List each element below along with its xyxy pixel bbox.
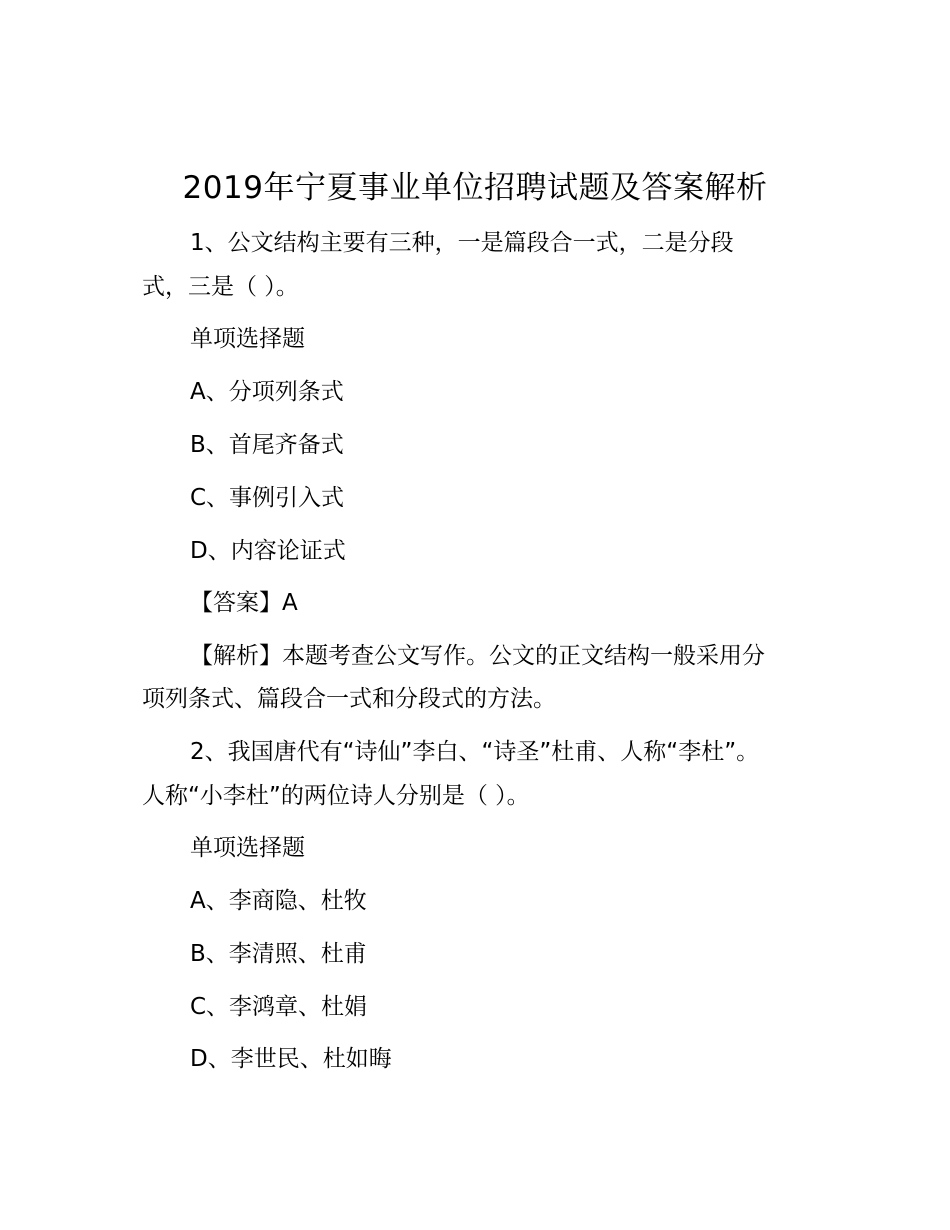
q1-option-a: A、分项列条式 [190,379,344,405]
q1-answer: 【答案】A [190,590,298,616]
q2-stem-line2: 人称“小李杜”的两位诗人分别是（ ）。 [142,783,530,809]
q2-option-c: C、李鸿章、杜娟 [190,994,368,1020]
q1-stem-line1: 1、公文结构主要有三种，一是篇段合一式，二是分段 [190,230,734,256]
q1-type: 单项选择题 [190,326,305,352]
q2-stem-line1: 2、我国唐代有“诗仙”李白、“诗圣”杜甫、人称“李杜”。 [190,739,760,765]
q1-option-c: C、事例引入式 [190,485,345,511]
q1-stem-line2: 式，三是（ ）。 [142,274,299,300]
q2-type: 单项选择题 [190,835,305,861]
q1-option-b: B、首尾齐备式 [190,432,344,458]
q1-option-d: D、内容论证式 [190,538,346,564]
q2-option-b: B、李清照、杜甫 [190,941,367,967]
document-title: 2019年宁夏事业单位招聘试题及答案解析 [182,170,768,206]
q1-analysis-line2: 项列条式、篇段合一式和分段式的方法。 [142,686,556,712]
q1-analysis-line1: 【解析】本题考查公文写作。公文的正文结构一般采用分 [190,643,765,669]
q2-option-a: A、李商隐、杜牧 [190,888,367,914]
q2-option-d: D、李世民、杜如晦 [190,1046,392,1072]
